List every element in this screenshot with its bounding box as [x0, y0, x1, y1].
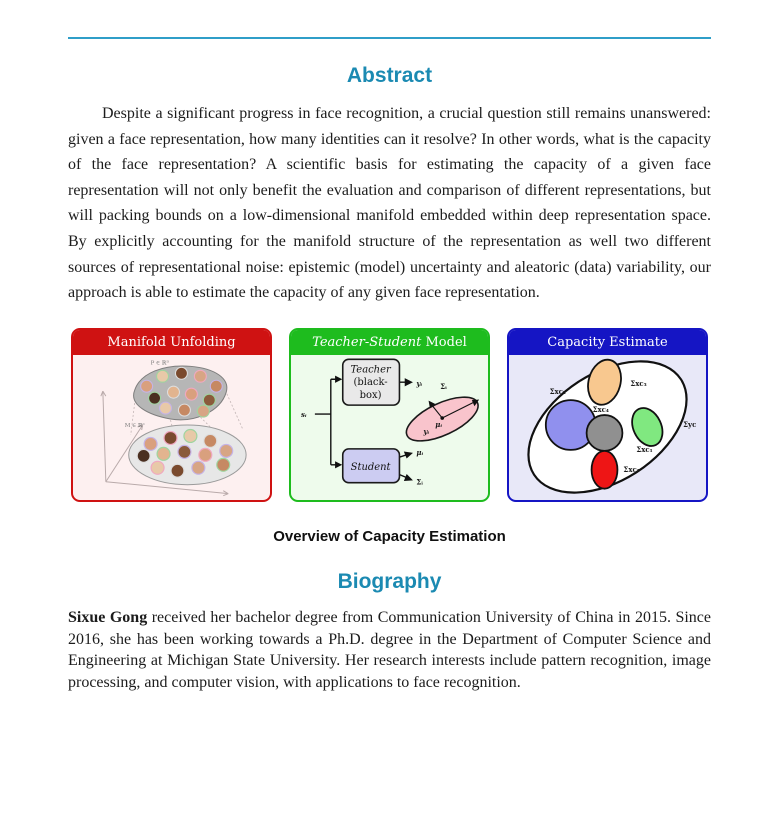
student-box-label: Student	[350, 461, 391, 473]
ellipse-sigma-label: Σᵢ	[440, 381, 447, 391]
manifold-unfolding-illustration	[73, 355, 270, 500]
manifold-space-label: M ∈ ℝᵈ	[124, 422, 145, 429]
student-output-sigma-label: Σᵢ	[416, 477, 423, 487]
document-page	[68, 37, 711, 694]
class4-label: Σxc₄	[592, 404, 609, 414]
teacher-output-label: yᵢ	[416, 378, 423, 388]
capacity-estimate-diagram	[509, 355, 706, 500]
teacher-box-line1: Teacher	[350, 364, 391, 376]
panel-capacity-estimate	[507, 328, 708, 502]
biography-paragraph	[68, 607, 711, 694]
input-signal-label: sᵢ	[300, 409, 307, 419]
biography-text: received her bachelor degree from Communication University of China in 2015. Since 2016, she has been working towards a Ph.D. degree in the Department of Computer Science and Engineering at Michigan State University. Her research interests include pattern recognition, image processing, and computer vision, with applications to face recognition.	[68, 608, 711, 691]
panel-manifold-title: Manifold Unfolding	[73, 330, 270, 355]
figure-caption: Overview of Capacity Estimation	[273, 527, 506, 545]
class1-label: Σxc₁	[636, 444, 653, 454]
top-divider-rule	[68, 37, 711, 39]
panel-title-regular-part: Model	[421, 334, 467, 350]
ambient-space-label: P ∈ ℝᴰ	[150, 360, 170, 367]
class5-label: Σxc₅	[623, 464, 640, 474]
ellipse-mu-label: μᵢ	[435, 419, 443, 429]
panel-title-italic-part: Teacher-Student	[312, 334, 422, 350]
figure-panels-row	[68, 328, 711, 502]
student-output-mu-label: μᵢ	[416, 447, 424, 457]
teacher-student-diagram	[291, 355, 488, 500]
panel-teacher-student-title	[291, 330, 488, 355]
panel-teacher-student	[289, 328, 490, 502]
teacher-box-line3: box)	[359, 389, 382, 401]
teacher-box-line2: (black-	[353, 376, 388, 388]
abstract-heading: Abstract	[346, 64, 433, 87]
biography-heading: Biography	[337, 569, 442, 593]
abstract-paragraph: Despite a significant progress in face recognition, a crucial question still remains unanswered: given a face representation, how many identities can it resolve? In other words, what is the capacity of the face representation? A scientific basis for estimating the capacity of a given face representation will not only benefit the evaluation and comparison of different representations, but will packing bounds on a low-dimensional manifold embedded within deep representation space. By explicitly accounting for the manifold structure of the representation as well two different sources of representational noise: epistemic (model) uncertainty and aleatoric (data) variability, our approach is able to estimate the capacity of any given face representation.	[68, 105, 711, 302]
class3-label: Σxc₃	[630, 378, 647, 388]
class2-label: Σxc₂	[549, 386, 566, 396]
panel-manifold-unfolding	[71, 328, 272, 502]
outer-sigma-label: Σyc	[683, 419, 697, 429]
class4-circle	[587, 415, 623, 451]
panel-capacity-title: Capacity Estimate	[509, 330, 706, 355]
biography-name: Sixue Gong	[68, 608, 148, 626]
class5-ellipse	[592, 451, 618, 489]
ellipse-y-label: yᵢ	[423, 426, 430, 436]
